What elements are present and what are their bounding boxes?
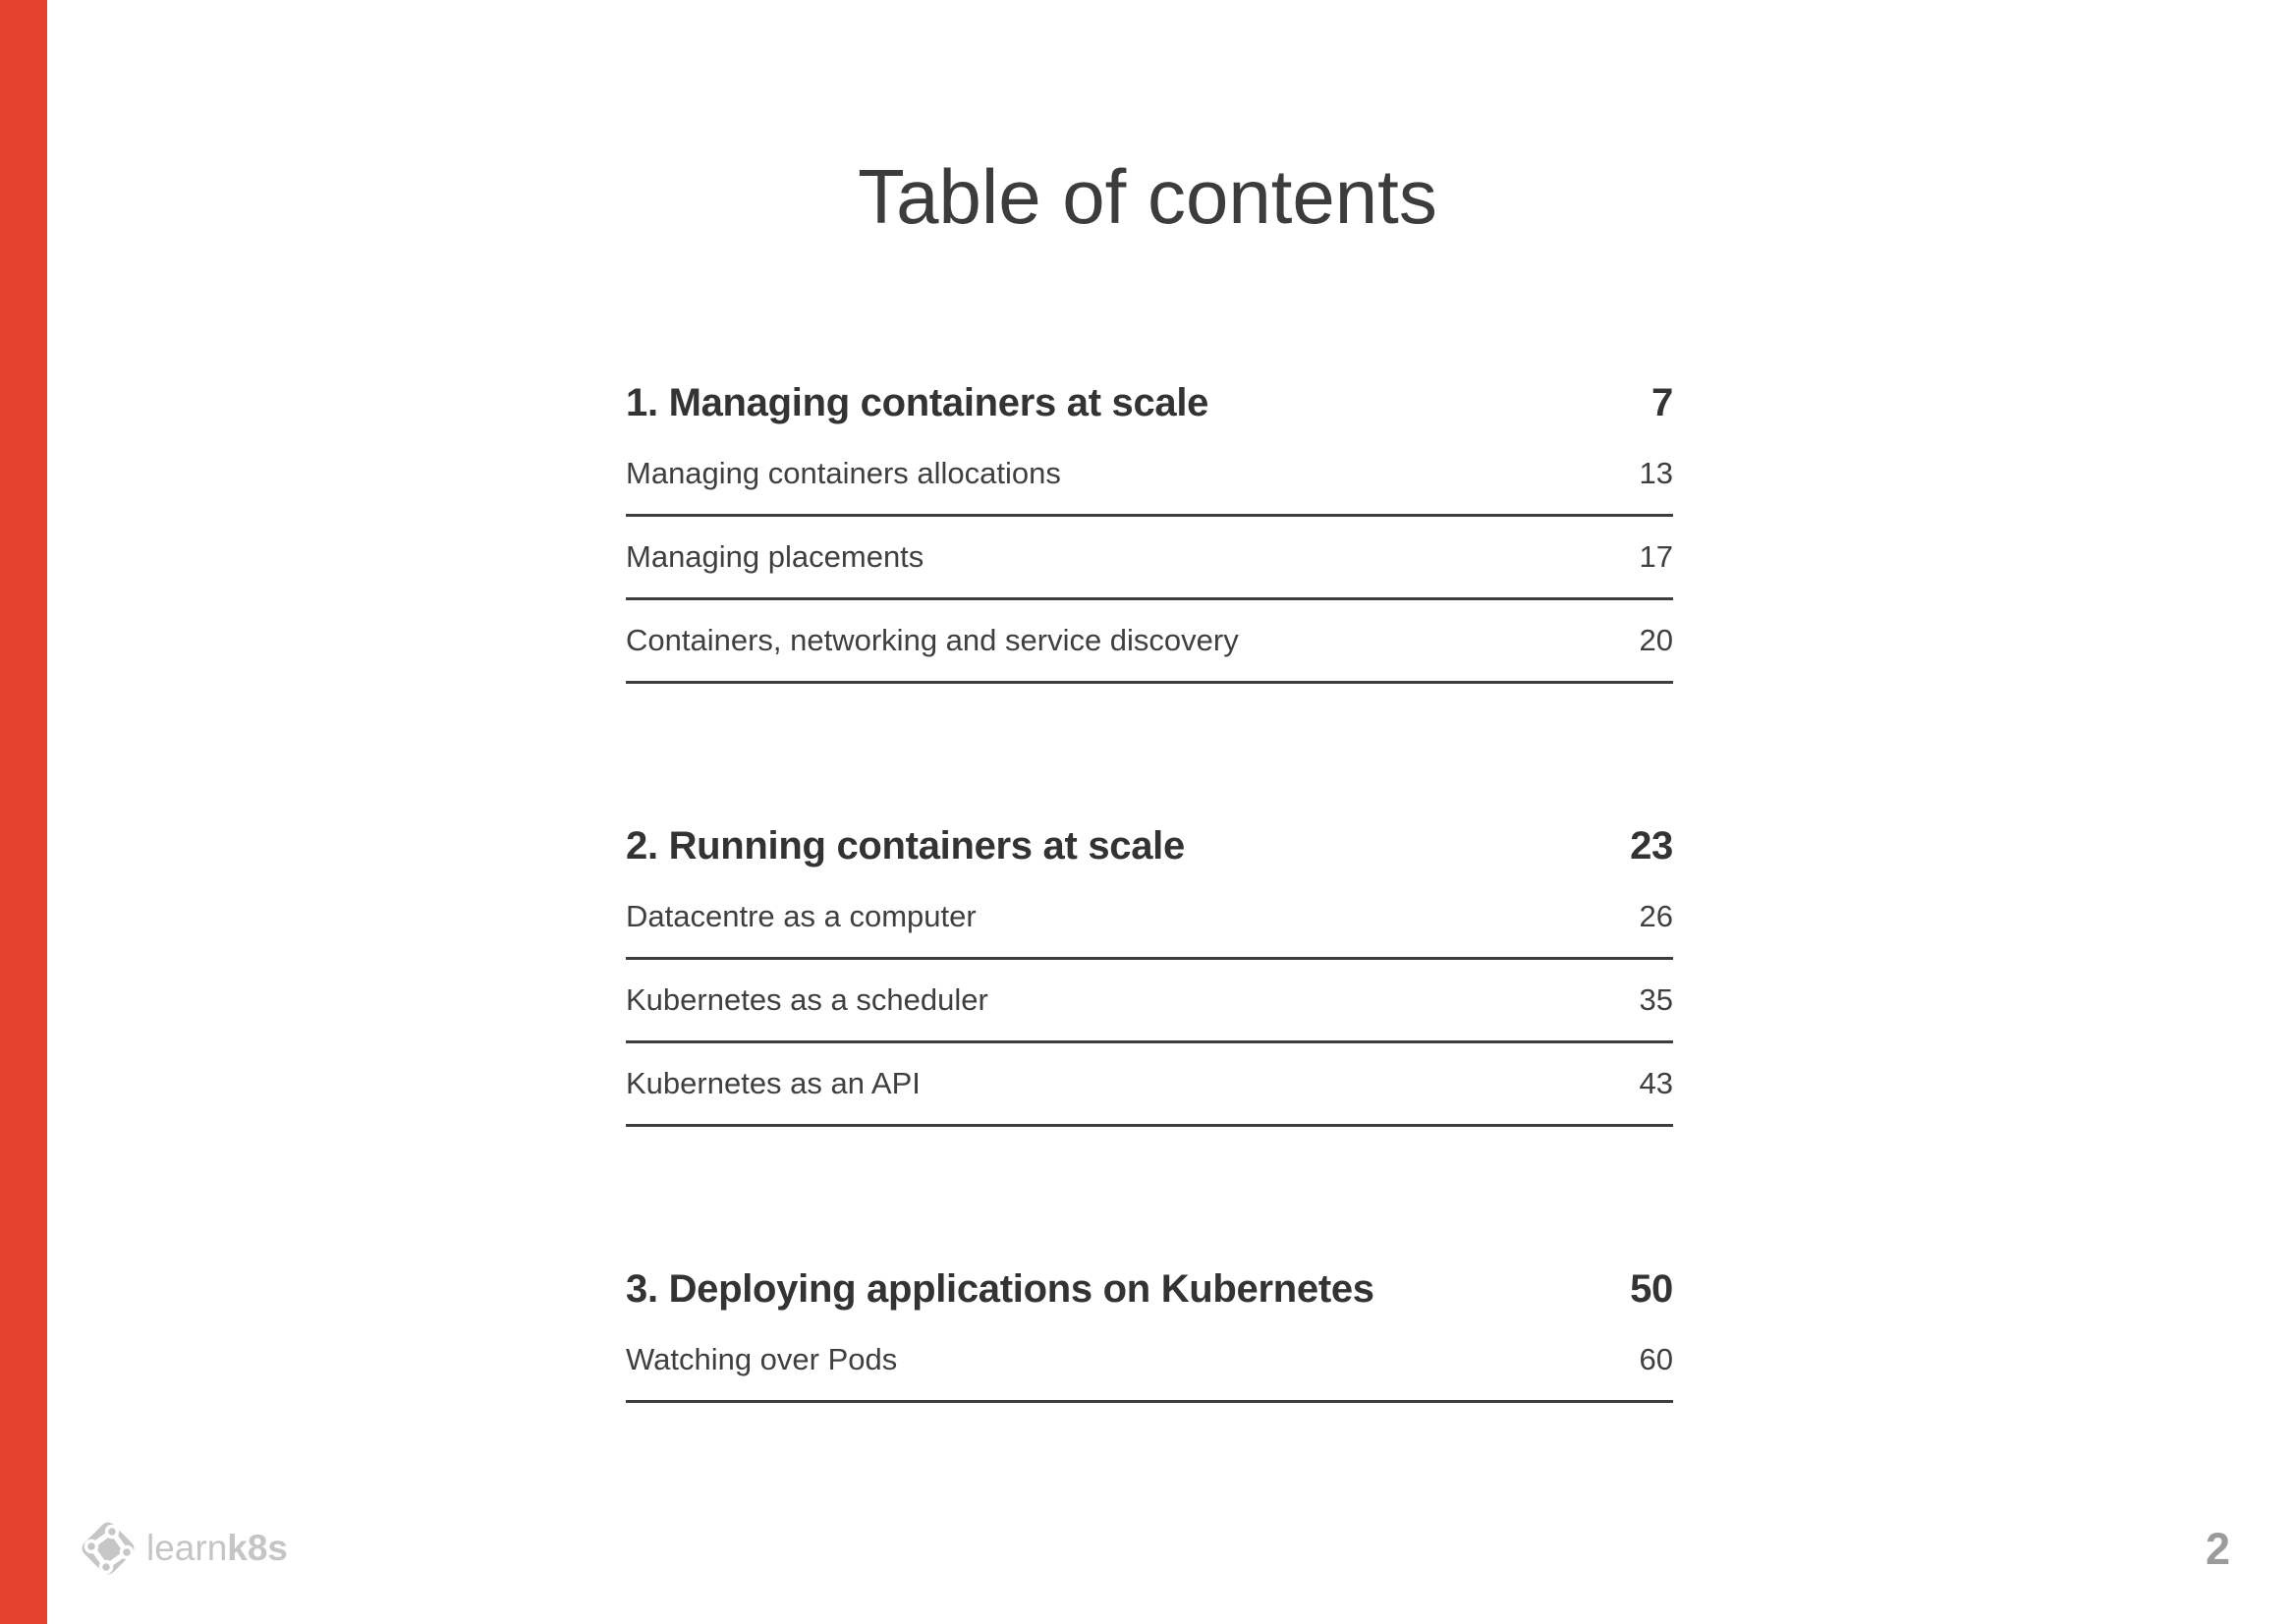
section-title: 2. Running containers at scale: [626, 824, 1185, 868]
toc-item-label: Kubernetes as a scheduler: [626, 982, 988, 1017]
toc-item-page-number: 35: [1639, 982, 1673, 1017]
toc-section-heading[interactable]: [626, 379, 1673, 426]
section-title: 3. Deploying applications on Kubernetes: [626, 1267, 1374, 1311]
logo-text-bold: k8s: [227, 1528, 289, 1568]
toc-item[interactable]: [626, 621, 1673, 684]
toc-section-items: [626, 1340, 1673, 1403]
toc-item[interactable]: [626, 980, 1673, 1043]
toc-item-label: Containers, networking and service discovery: [626, 623, 1239, 657]
toc-item-page-number: 43: [1639, 1066, 1673, 1100]
toc-section-heading[interactable]: [626, 822, 1673, 869]
toc-item-label: Managing placements: [626, 539, 924, 574]
toc-item-page-number: 20: [1639, 623, 1673, 657]
toc-section-items: [626, 454, 1673, 684]
section-title: 1. Managing containers at scale: [626, 381, 1209, 424]
toc-section: [626, 379, 1673, 684]
toc-item-label: Datacentre as a computer: [626, 899, 977, 933]
toc-item[interactable]: [626, 1064, 1673, 1127]
toc-section-items: [626, 897, 1673, 1127]
toc-item-label: Kubernetes as an API: [626, 1066, 921, 1100]
toc-section: [626, 822, 1673, 1127]
toc-item[interactable]: [626, 897, 1673, 960]
section-page-number: 23: [1630, 824, 1673, 868]
toc-item[interactable]: [626, 1340, 1673, 1403]
toc: [626, 379, 1673, 1541]
page-title: Table of contents: [858, 153, 1437, 240]
toc-item-label: Managing containers allocations: [626, 456, 1061, 490]
learnk8s-logo-text: [146, 1529, 288, 1568]
toc-item[interactable]: [626, 454, 1673, 517]
section-page-number: 7: [1651, 381, 1673, 424]
logo-text-light: learn: [146, 1528, 228, 1568]
page-number: 2: [2205, 1524, 2230, 1574]
toc-item-page-number: 17: [1639, 539, 1673, 574]
toc-item-page-number: 13: [1639, 456, 1673, 490]
toc-item-page-number: 60: [1639, 1342, 1673, 1376]
toc-item-label: Watching over Pods: [626, 1342, 898, 1376]
toc-item[interactable]: [626, 537, 1673, 600]
toc-section-heading[interactable]: [626, 1265, 1673, 1313]
learnk8s-scroll-logo-icon: [76, 1516, 140, 1581]
toc-item-page-number: 26: [1639, 899, 1673, 933]
section-page-number: 50: [1630, 1267, 1673, 1311]
toc-section: [626, 1265, 1673, 1403]
